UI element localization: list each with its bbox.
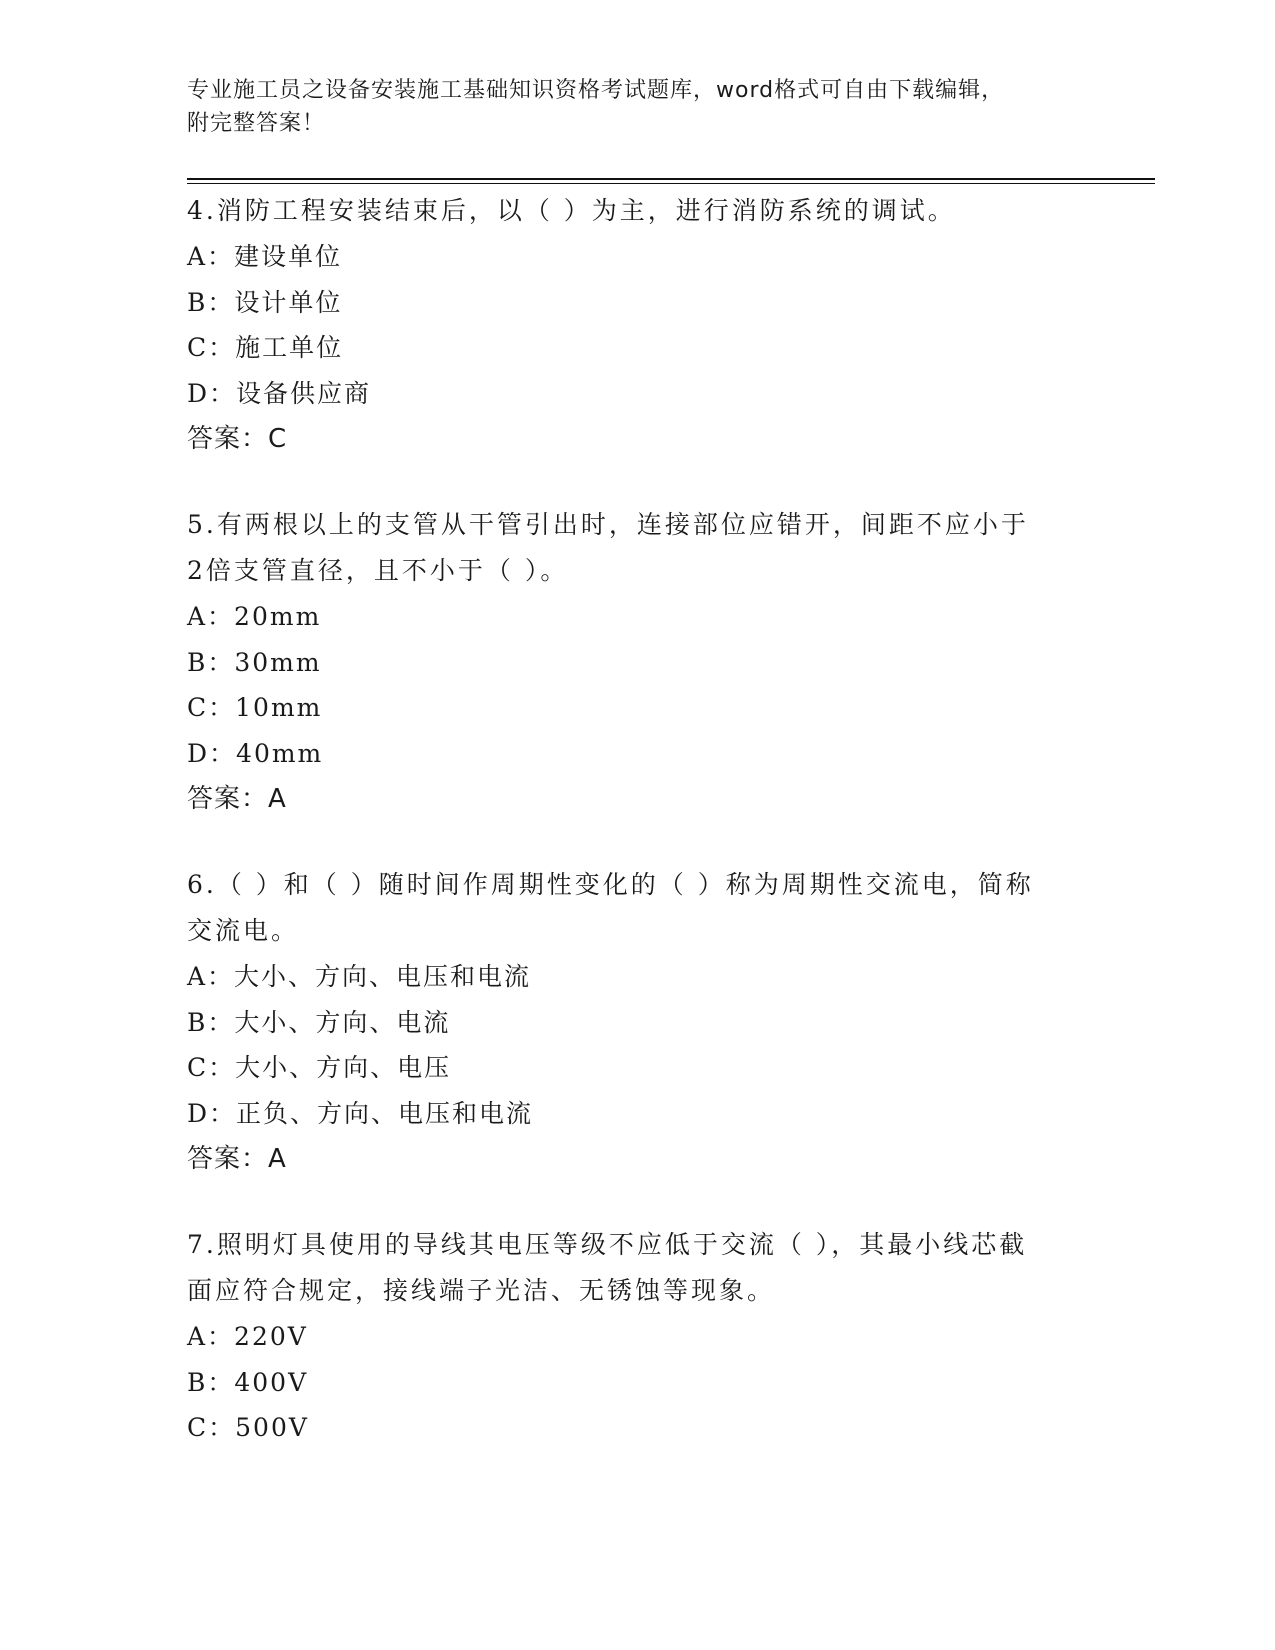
question-stem-line: 交流电。 [187,916,300,945]
document-header [187,74,1067,140]
option-a: A：建设单位 [187,242,343,271]
option-c: C：10mm [187,693,323,722]
option-d: D：正负、方向、电压和电流 [187,1098,534,1128]
option-a: A：20mm [187,602,322,631]
question-stem [187,188,1087,234]
answer-label: 答案：A [187,1144,287,1174]
option-a: A：220V [187,1322,308,1351]
header-title-line-2: 附完整答案！ [187,111,326,136]
option-b: B：大小、方向、电流 [187,1007,451,1037]
option-b: B：400V [187,1367,309,1397]
option-d: D：40mm [187,738,324,768]
question-stem [187,502,1087,594]
option-c: C：施工单位 [187,333,344,362]
option-b: B：30mm [187,647,322,677]
question-stem-line: 5.有两根以上的支管从干管引出时，连接部位应错开，间距不应小于 [187,510,1029,539]
question-7 [187,1222,1087,1451]
question-5 [187,502,1087,822]
answer-label: 答案：A [187,784,287,814]
question-4 [187,188,1087,462]
question-stem-line: 2倍支管直径，且不小于（ ）。 [187,556,569,585]
option-c: C：500V [187,1413,309,1442]
question-stem [187,862,1087,954]
answer-label: 答案：C [187,424,288,454]
question-stem-line: 7.照明灯具使用的导线其电压等级不应低于交流（ ），其最小线芯截 [187,1230,1028,1259]
option-c: C：大小、方向、电压 [187,1053,452,1082]
header-divider [187,178,1155,184]
option-d: D：设备供应商 [187,378,372,408]
question-stem [187,1222,1087,1314]
question-stem-line: 面应符合规定，接线端子光洁、无锈蚀等现象。 [187,1276,776,1305]
question-stem-line: 6.（ ）和（ ）随时间作周期性变化的（ ）称为周期性交流电，简称 [187,870,1034,899]
question-list [187,188,1087,1491]
option-b: B：设计单位 [187,287,343,317]
question-stem-line: 4.消防工程安装结束后，以（ ）为主，进行消防系统的调试。 [187,196,956,225]
option-a: A：大小、方向、电压和电流 [187,962,532,991]
question-6 [187,862,1087,1182]
header-title-line-1: 专业施工员之设备安装施工基础知识资格考试题库，word格式可自由下载编辑， [187,78,1005,103]
